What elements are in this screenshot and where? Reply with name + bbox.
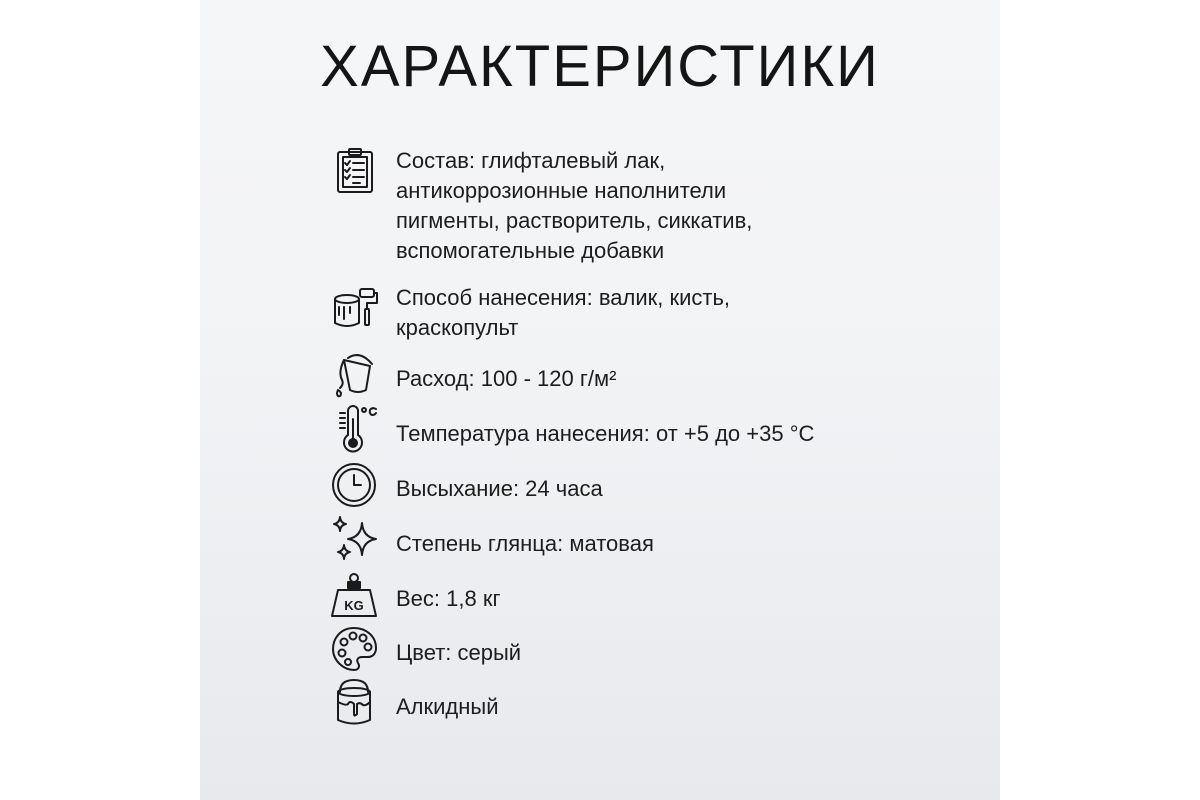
- characteristic-text: [396, 364, 896, 394]
- page-title: ХАРАКТЕРИСТИКИ: [320, 34, 880, 99]
- characteristics-card: [200, 0, 1000, 800]
- clipboard-checklist-icon: [330, 146, 380, 196]
- svg-text:KG: KG: [344, 598, 364, 613]
- text-line: Степень глянца: матовая: [396, 531, 654, 556]
- characteristic-text: [396, 474, 896, 504]
- text-line: Вес: 1,8 кг: [396, 586, 501, 611]
- characteristic-text: [396, 584, 896, 614]
- sparkles-icon: [330, 515, 380, 565]
- text-line: Высыхание: 24 часа: [396, 476, 603, 501]
- characteristic-text: [396, 638, 896, 668]
- characteristic-text: [396, 283, 896, 343]
- text-line: Способ нанесения: валик, кисть,: [396, 285, 731, 310]
- weight-kg-icon: [330, 570, 380, 620]
- text-line: краскопульт: [396, 315, 519, 340]
- paint-can-icon: [330, 678, 380, 728]
- clock-icon: [330, 460, 380, 510]
- text-line: Алкидный: [396, 694, 499, 719]
- text-line: Температура нанесения: от +5 до +35 °С: [396, 421, 815, 446]
- text-line: Состав: глифталевый лак,: [396, 148, 666, 173]
- characteristic-text: [396, 419, 896, 449]
- text-line: вспомогательные добавки: [396, 238, 665, 263]
- palette-icon: [330, 624, 380, 674]
- paint-pouring-bucket-icon: [330, 352, 380, 402]
- characteristic-text: [396, 692, 896, 722]
- paint-bucket-roller-icon: [330, 283, 380, 333]
- characteristic-text: [396, 146, 896, 266]
- text-line: Цвет: серый: [396, 640, 522, 665]
- text-line: Расход: 100 - 120 г/м²: [396, 366, 617, 391]
- thermometer-celsius-icon: [330, 405, 380, 455]
- text-line: пигменты, растворитель, сиккатив,: [396, 208, 753, 233]
- text-line: антикоррозионные наполнители: [396, 178, 727, 203]
- characteristic-text: [396, 529, 896, 559]
